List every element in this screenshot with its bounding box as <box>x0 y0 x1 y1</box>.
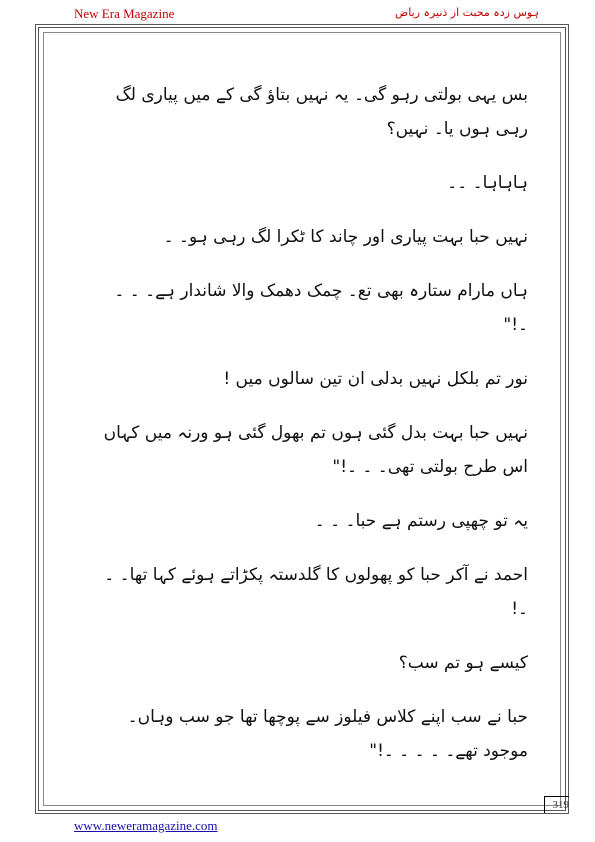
paragraph: کیسے ہو تم سب؟ <box>398 653 528 673</box>
paragraph: نور تم بلکل نہیں بدلی ان تین سالوں میں ! <box>223 369 528 389</box>
paragraph: ہاں مارام ستارہ بھی تع۔ چمک دھمک والا شاندار ہے۔ ۔ ۔ ۔!" <box>114 281 528 335</box>
paragraph: یہ تو چھپی رستم ہے حبا۔ ۔ ۔ <box>314 511 528 531</box>
paragraph: احمد نے آکر حبا کو پھولوں کا گلدستہ پکڑاتے ہوئے کہا تھا۔ ۔ ۔! <box>104 565 528 619</box>
paragraph: نہیں حبا بہت پیاری اور چاند کا ٹکرا لگ رہی ہو۔ ۔ <box>163 227 528 247</box>
magazine-name: New Era Magazine <box>74 6 175 21</box>
paragraph: بس یہی بولتی رہو گی۔ یہ نہیں بتاؤ گی کے میں پیاری لگ رہی ہوں یا۔ نہیں؟ <box>115 85 528 139</box>
paragraph: نہیں حبا بہت بدل گئی ہوں تم بھول گئی ہو ورنہ میں کہاں اس طرح بولتی تھی۔ ۔ ۔!" <box>103 423 528 477</box>
page-number: 319 <box>544 796 569 813</box>
story-title: ہوس زدہ محبت از ذنیرہ ریاض <box>395 6 539 19</box>
footer-link[interactable]: www.neweramagazine.com <box>74 818 218 833</box>
story-text <box>88 78 528 768</box>
paragraph: حبا نے سب اپنے کلاس فیلوز سے پوچھا تھا جو سب وہاں۔ موجود تھے۔ ۔ ۔ ۔ ۔!" <box>127 707 528 761</box>
paragraph: ہاہاہا۔ ۔۔ <box>447 173 528 193</box>
